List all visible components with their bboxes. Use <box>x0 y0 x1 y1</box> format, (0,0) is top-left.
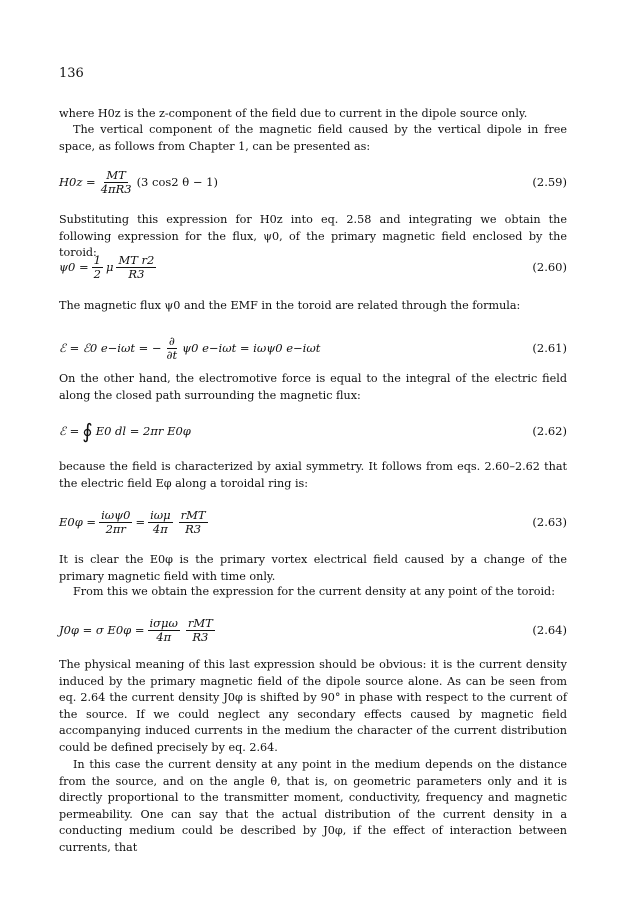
numerator: iωμ <box>150 507 171 522</box>
denominator: 2πr <box>105 521 126 536</box>
eq-lhs: H0z = <box>59 175 96 189</box>
equation-number: (2.60) <box>532 260 567 274</box>
numerator: iσμω <box>149 615 178 630</box>
paragraph-text: From this we obtain the expression for the current density at any point of the toroid: <box>73 585 555 598</box>
numerator: 1 <box>93 252 101 267</box>
eq-rest: (3 cos2 θ − 1) <box>136 175 218 189</box>
equation-2-62 <box>59 413 567 449</box>
fraction <box>148 509 173 536</box>
denominator: R3 <box>192 629 209 644</box>
denominator: ∂t <box>166 347 178 362</box>
denominator: R3 <box>185 521 202 536</box>
paragraph-primary-vortex: It is clear the E0φ is the primary vortex electrical field caused by a change of the primary magnetic field with time only. <box>59 553 567 583</box>
eq-lhs: E0φ = <box>59 515 97 529</box>
contour-integral-symbol: ∮ <box>82 419 93 443</box>
numerator: ∂ <box>168 333 175 348</box>
equation-number: (2.61) <box>532 341 567 355</box>
denominator: 4πR3 <box>100 181 132 196</box>
equation-number: (2.63) <box>532 515 567 529</box>
paragraph-text: The vertical component of the magnetic field caused by the vertical dipole in free space, as follows from Chapter 1, can be presented as: <box>59 123 567 153</box>
numerator: iωψ0 <box>101 507 131 522</box>
eq-mid: μ <box>105 260 114 274</box>
equation-number: (2.59) <box>532 175 567 189</box>
fraction <box>148 617 180 644</box>
eq-rhs: E0 dl = 2πr E0φ <box>95 424 191 438</box>
paragraph-current-density-expression <box>59 584 567 601</box>
eq-part1: ℰ = ℰ0 e−iωt = − <box>59 341 162 355</box>
paragraph-other-hand: On the other hand, the electromotive force is equal to the integral of the electric field along the closed path surrounding the magnetic flux: <box>59 372 567 402</box>
fraction <box>179 509 208 536</box>
equation-2-61 <box>59 330 567 366</box>
denominator: 2 <box>93 266 101 281</box>
equation-number: (2.62) <box>532 424 567 438</box>
equation-2-63 <box>59 504 567 540</box>
fraction <box>99 509 132 536</box>
paragraph-axial-symmetry: because the field is characterized by axial symmetry. It follows from eqs. 2.60–2.62 that the electric field Eφ along a toroidal ring is: <box>59 460 567 490</box>
paragraph-current-density-distance <box>59 757 567 856</box>
eq-lhs: ℰ = <box>59 424 80 438</box>
eq-equals: = <box>135 515 146 529</box>
fraction <box>186 617 215 644</box>
equation-2-64 <box>59 612 567 648</box>
equation-2-60 <box>59 249 567 285</box>
fraction <box>99 169 134 196</box>
equation-number: (2.64) <box>532 623 567 637</box>
fraction <box>116 254 156 281</box>
fraction <box>92 254 103 281</box>
eq-lhs: ψ0 = <box>59 260 89 274</box>
denominator: R3 <box>128 266 145 281</box>
paragraph-magnetic-flux: The magnetic flux ψ0 and the EMF in the toroid are related through the formula: <box>59 299 521 312</box>
numerator: rMT <box>180 507 206 522</box>
eq-part2: ψ0 e−iωt = iωψ0 e−iωt <box>182 341 321 355</box>
paragraph-substituting: Substituting this expression for H0z into eq. 2.58 and integrating we obtain the following expression for the flux, ψ0, of the primary magnetic field enclosed by the toroid: <box>59 213 567 259</box>
numerator: MT <box>106 167 126 182</box>
paragraph-vertical-component <box>59 122 567 155</box>
denominator: 4π <box>152 521 168 536</box>
numerator: rMT <box>187 615 213 630</box>
paragraph-text: In this case the current density at any point in the medium depends on the distance from the source, and on the angle θ, that is, on geometric parameters only and it is directly proportional to the transmitter moment, conductivity, frequency and magnetic permeability. One can say that the actual distribution of the current density in a conducting medium could be described by J0φ, if the effect of interaction between currents, that <box>59 758 567 854</box>
fraction <box>165 335 180 362</box>
denominator: 4π <box>156 629 172 644</box>
page-number: 136 <box>59 66 84 81</box>
paragraph-where-h0z: where H0z is the z-component of the field due to current in the dipole source only. <box>59 107 528 120</box>
eq-lhs: J0φ = σ E0φ = <box>59 623 145 637</box>
numerator: MT r2 <box>118 252 155 267</box>
paragraph-physical-meaning: The physical meaning of this last expression should be obvious: it is the current density induced by the primary magnetic field of the dipole source alone. As can be seen from eq. 2.64 the current density J0φ is shifted by 90° in phase with respect to the current of the source. If we could neglect any secondary effects caused by magnetic field accompanying induced currents in the medium the character of the current distribution could be defined precisely by eq. 2.64. <box>59 658 567 754</box>
equation-2-59 <box>59 164 567 200</box>
